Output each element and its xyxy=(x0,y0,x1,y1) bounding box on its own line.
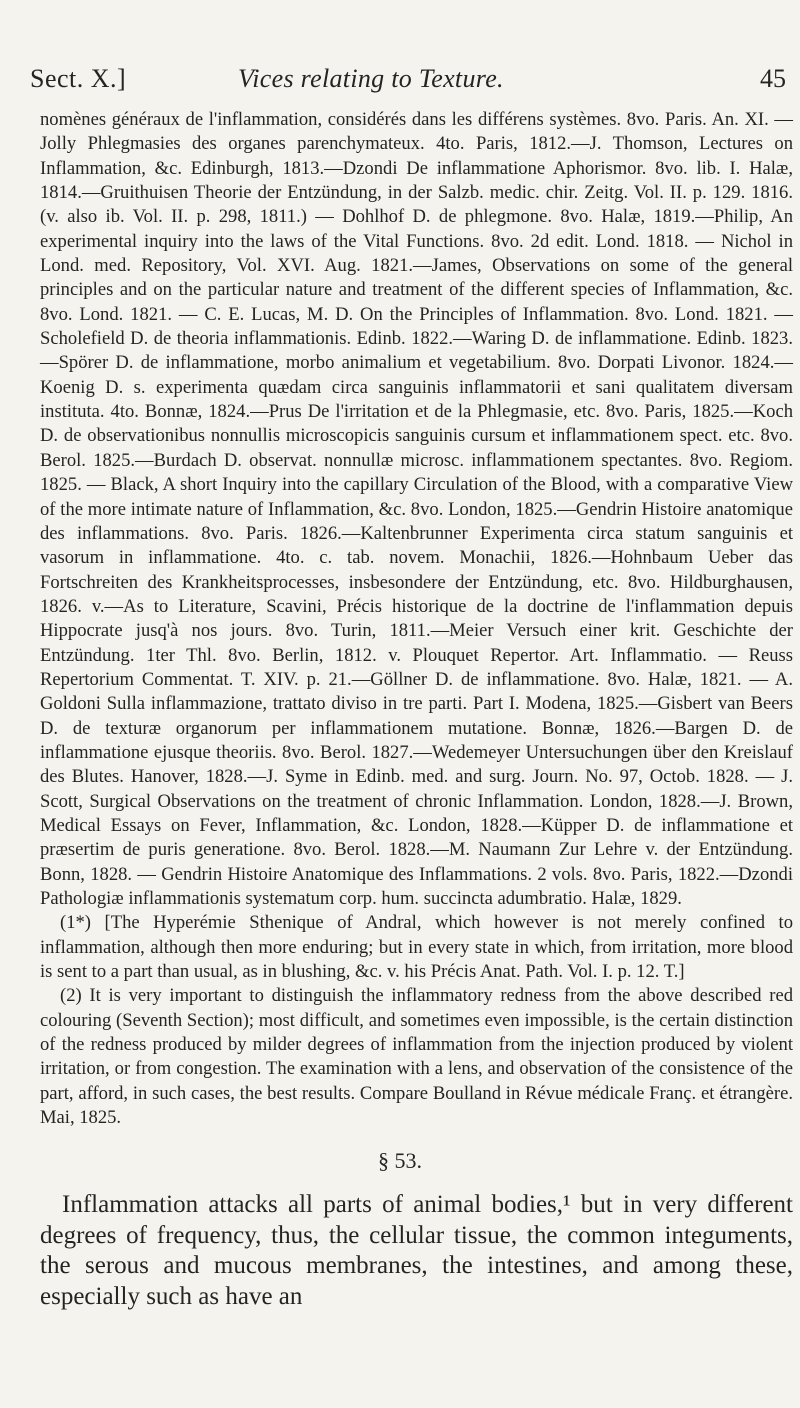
page-number: 45 xyxy=(760,64,786,93)
footnotes xyxy=(40,108,793,1130)
section-heading: § 53. xyxy=(378,1148,422,1173)
body-paragraph: Inflammation attacks all parts of animal bodies,¹ but in very different degrees of frequency, thus, the cellular tissue, the common integuments, the serous and mucous membranes, the intestines, and among these, especially such as have an xyxy=(40,1191,793,1310)
section-label: Sect. X.] xyxy=(30,64,127,93)
bibliography-note: nomènes généraux de l'inflammation, considérés dans les différens systèmes. 8vo. Paris. An. XI. — Jolly Phlegmasies des organes parenchymateux. 4to. Paris, 1812.—J. Thomson, Lectures on Inflammation, &c. Edinburgh, 1813.—Dzondi De inflammatione Aphorismor. 8vo. lib. I. Halæ, 1814.—Gruithuisen Theorie der Entzündung, in der Salzb. medic. chir. Zeitg. Vol. II. p. 129. 1816. (v. also ib. Vol. II. p. 298, 1811.) — Dohlhof D. de phlegmone. 8vo. Halæ, 1819.—Philip, An experimental inquiry into the laws of the Vital Functions. 8vo. 2d edit. Lond. 1818. — Nichol in Lond. med. Repository, Vol. XVI. Aug. 1821.—James, Observations on some of the general principles and on the particular nature and treatment of the different species of Inflammation, &c. 8vo. Lond. 1821. — C. E. Lucas, M. D. On the Principles of Inflammation. 8vo. Lond. 1821. — Scholefield D. de theoria inflammationis. Edinb. 1822.—Waring D. de inflammatione. Edinb. 1823.—Spörer D. de inflammatione, morbo animalium et vegetabilium. 8vo. Dorpati Livonor. 1824.—Koenig D. s. experimenta quædam circa sanguinis inflammatorii et sani qualitatem diversam instituta. 4to. Bonnæ, 1824.—Prus De l'irritation et de la Phlegmasie, etc. 8vo. Paris, 1825.—Koch D. de observationibus nonnullis microscopicis sanguinis cursum et inflammationem spect. etc. 8vo. Berol. 1825.—Burdach D. observat. nonnullæ microsc. inflammationem spectantes. 8vo. Regiom. 1825. — Black, A short Inquiry into the capillary Circulation of the Blood, with a comparative View of the more intimate nature of Inflammation, &c. 8vo. London, 1825.—Gendrin Histoire anatomique des inflammations. 8vo. Paris. 1826.—Kaltenbrunner Experimenta circa statum sanguinis et vasorum in inflammatione. 4to. c. tab. novem. Monachii, 1826.—Hohnbaum Ueber das Fortschreiten des Krankheitsprocesses, insbesondere der Entzündung, etc. 8vo. Hildburghausen, 1826. v.—As to Literature, Scavini, Précis historique de la doctrine de l'inflammation depuis Hippocrate jusq'à nos jours. 8vo. Turin, 1811.—Meier Versuch einer krit. Geschichte der Entzündung. 1ter Thl. 8vo. Berlin, 1812. v. Plouquet Repertor. Art. Inflammatio. — Reuss Repertorium Commentat. T. XIV. p. 21.—Göllner D. de inflammatione. 8vo. Halæ, 1821. — A. Goldoni Sulla inflammazione, trattato diviso in tre parti. Part I. Modena, 1825.—Gisbert van Beers D. de texturæ organorum per inflammationem mutatione. Bonnæ, 1826.—Bargen D. de inflammatione ejusque theoriis. 8vo. Berol. 1827.—Wedemeyer Untersuchungen über den Kreislauf des Blutes. Hanover, 1828.—J. Syme in Edinb. med. and surg. Journ. No. 97, Octob. 1828. — J. Scott, Surgical Observations on the treatment of chronic Inflammation. London, 1828.—J. Brown, Medical Essays on Fever, Inflammation, &c. London, 1828.—Küpper D. de inflammatione et præsertim de puris generatione. 8vo. Berol. 1828.—M. Naumann Zur Lehre v. der Entzündung. Bonn, 1828. — Gendrin Histoire Anatomique des Inflammations. 2 vols. 8vo. Paris, 1822.—Dzondi Pathologiæ inflammationis systematum corp. hum. succincta adumbratio. Halæ, 1829. xyxy=(40,109,793,909)
running-title: Vices relating to Texture. xyxy=(238,64,504,93)
footnote-2: (2) It is very important to distinguish the inflammatory redness from the above described red colouring (Seventh Section); most difficult, and sometimes even impossible, is the certain distinction of the redness produced by milder degrees of inflammation from the injection produced by violent irritation, or from congestion. The examination with a lens, and observation of the consistence of the part, afford, in such cases, the best results. Compare Boulland in Révue médicale Franç. et étrangère. Mai, 1825. xyxy=(40,985,793,1129)
footnote-1: (1*) [The Hyperémie Sthenique of Andral, which however is not merely confined to inflammation, although then more enduring; but in every state in which, from irritation, more blood is sent to a part than usual, as in blushing, &c. v. his Précis Anat. Path. Vol. I. p. 12. T.] xyxy=(40,912,793,983)
running-head xyxy=(30,64,786,104)
